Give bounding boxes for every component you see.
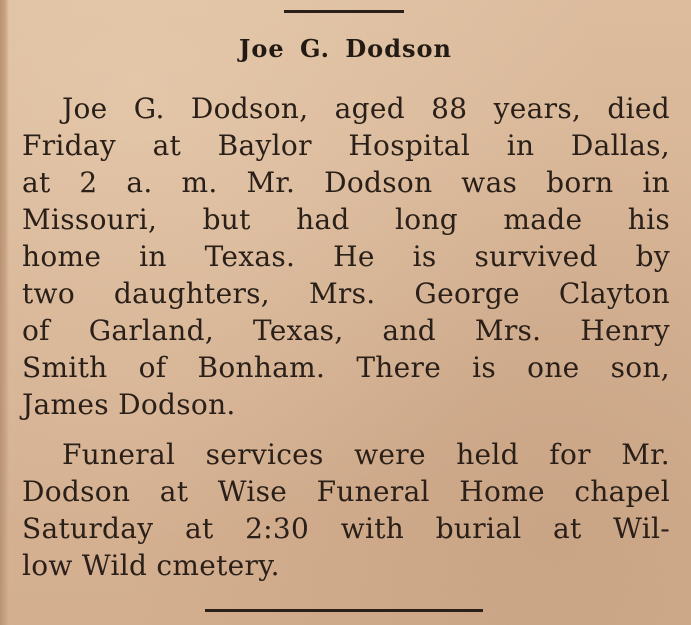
paragraph-1-line: Friday at Baylor Hospital in Dallas, [22,129,670,162]
paragraph-2-line: Saturday at 2:30 with burial at Wil- [22,512,670,545]
paragraph-1-line: home in Texas. He is survived by [22,240,670,273]
bottom-rule [205,609,483,612]
paragraph-1-line: of Garland, Texas, and Mrs. Henry [22,314,670,347]
paragraph-2-line: Dodson at Wise Funeral Home chapel [22,475,670,508]
paragraph-2-line: low Wild cmetery. [22,549,280,582]
paragraph-1-line: James Dodson. [22,388,236,421]
paragraph-1-line: two daughters, Mrs. George Clayton [22,277,670,310]
paragraph-1-line: Missouri, but had long made his [22,203,670,236]
obituary-headline: Joe G. Dodson [239,34,452,63]
paragraph-1-line: Joe G. Dodson, aged 88 years, died [62,92,670,125]
paragraph-2-line: Funeral services were held for Mr. [62,438,670,471]
paragraph-1-line: at 2 a. m. Mr. Dodson was born in [22,166,670,199]
paragraph-1-line: Smith of Bonham. There is one son, [22,351,670,384]
clipping-edge [0,0,9,625]
top-rule [284,10,404,13]
